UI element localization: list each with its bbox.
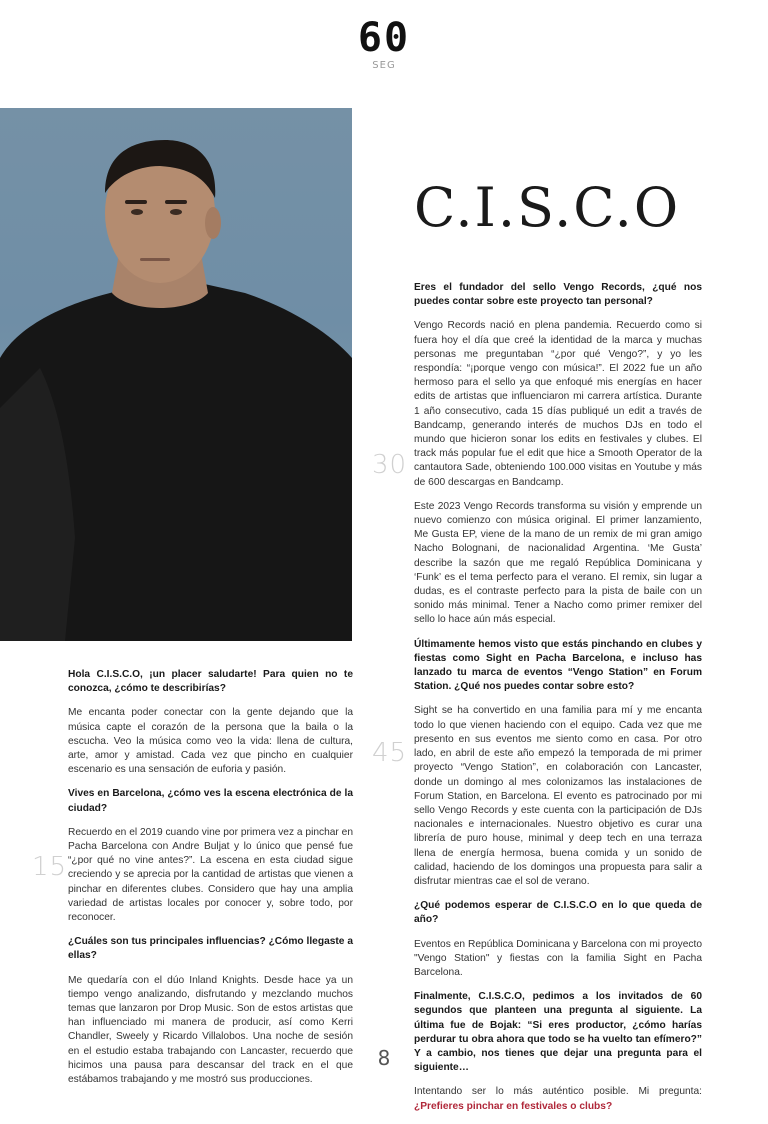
answer-paragraph: Eventos en República Dominicana y Barcelona con mi proyecto "Vengo Station" y fiestas con la familia Sight en Pacha Barcelona.	[414, 938, 702, 978]
answer-paragraph: Me quedaría con el dúo Inland Knights. Desde hace ya un tiempo vengo analizando, disfrutando y mezclando muchos temas que lanzaron por Drop Music. Son de estos artistas que han influenciado mi manera de producir, así como Kerri Chandler, Sweely y Ricardo Villalobos. Una noche de sesión en el estudio estaba trabajando con Lancaster, recuerdo que hicimos una pausa para descansar del track en el que estábamos trabajando y me mostró sus producciones.	[68, 974, 353, 1086]
logo-number: 60	[357, 15, 411, 61]
page-number: 8	[377, 1046, 391, 1070]
question-label: ¿Cuáles son tus principales influencias? ¿Cómo llegaste a ellas?	[68, 936, 353, 962]
answer-paragraph: Vengo Records nació en plena pandemia. Recuerdo como si fuera hoy el día que creé la identidad de la marca y muchas personas me preguntaban “¿por qué Vengo?”, y yo les respondía: “¡porque vengo con música!”. El 2022 fue un año hermoso para el sello ya que enfoqué mis energías en hacer edits de artistas que influenciaron mi carrera artística. Durante 1 año consecutivo, cada 15 días publiqué un edit a través de Bandcamp, generando interés de muchos DJs en todo el mundo que hicieron sonar los edits en festivales y clubes. El track más popular fue el edit que hice a Smooth Operator de la cantautora Sade, obteniendo 100.000 visitas en Youtube y más de 600 descargas en Bandcamp.	[414, 320, 702, 488]
answer-paragraph: Recuerdo en el 2019 cuando vine por primera vez a pinchar en Pacha Barcelona con Andre Buljat y lo único que pensé fue “¿por qué no vine antes?”. La escena en esta ciudad sigue creciendo y se aprecia por la cantidad de artistas que vienen a pinchar en diferentes clubes. Considero que hay una amplia variedad de artistas locales por conocer y, sobre todo, por reconocer.	[68, 826, 353, 924]
question-label: ¿Qué podemos esperar de C.I.S.C.O en lo que queda de año?	[414, 900, 702, 926]
highlighted-question: ¿Prefieres pinchar en festivales o clubs?	[414, 1100, 613, 1112]
logo-subtitle: SEG	[372, 60, 396, 71]
answer-text: Intentando ser lo más auténtico posible. Mi pregunta:	[414, 1086, 702, 1098]
question-label: Vives en Barcelona, ¿cómo ves la escena electrónica de la ciudad?	[68, 788, 353, 814]
question-label: Eres el fundador del sello Vengo Records, ¿qué nos puedes contar sobre este proyecto tan personal?	[414, 282, 702, 308]
magazine-logo	[0, 15, 768, 71]
right-column	[414, 281, 702, 1124]
artist-photo	[0, 108, 352, 641]
page-marker-30: 30	[372, 450, 408, 480]
page-marker-15: 15	[32, 852, 68, 882]
answer-paragraph: Me encanta poder conectar con la gente dejando que la música capte el corazón de la persona que la baila o la escucha. Veo la música como veo la vida: llena de cultura, arte, amor y amistad. Cada vez que pincho en cualquier escenario es una sensación de euforia y pasión.	[68, 707, 353, 776]
left-column	[68, 668, 353, 1097]
question-label: Últimamente hemos visto que estás pinchando en clubes y fiestas como Sight en Pacha Barcelona, e incluso has lanzado tu marca de eventos “Vengo Station” en Forum Station. ¿Qué nos puedes contar sobre esto?	[414, 638, 702, 693]
question-label: Finalmente, C.I.S.C.O, pedimos a los invitados de 60 segundos que planteen una pregunta al siguiente. La última fue de Bojak: “Si eres productor, ¿cómo harías perdurar tu obra ahora que todo se ha vuelto tan efímero?” Y a cambio, nos tienes que dejar una pregunta para el siguiente…	[414, 991, 702, 1074]
answer-paragraph: Este 2023 Vengo Records transforma su visión y emprende un nuevo comienzo con música original. El primer lanzamiento, Me Gusta EP, viene de la mano de un remix de mi gran amigo Nacho Bolognani, de nacionalidad Argentina. ‘Me Gusta’ describe la sazón que me regaló República Dominicana y ‘Funk’ es el tema perfecto para el verano. El remix, sin lugar a dudas, es el contraste perfecto para la pista de baile con un sonido más minimal. Tener a Nacho como primer remixer del sello lo hace aún más especial.	[414, 500, 702, 626]
answer-paragraph: Sight se ha convertido en una familia para mí y me encanta todo lo que vienen haciendo con el equipo. Cada vez que me presento en sus eventos me siento como en casa. Por otro lado, en abril de este año empezó la temporada de mi primer proyecto “Vengo Station”, en colaboración con Lancaster, donde un domingo al mes colonizamos las instalaciones de Forum Station, en Barcelona. El evento es patrocinado por mi sello Vengo Records y este cuenta con la participación de DJs nacionales e internacionales. Nuestro objetivo es curar una librería de puro house, minimal y deep tech en una terraza llena de energía hermosa, buena comida y un sonido de calidad, haciendo de los domingos una propuesta para salir a disfrutar mientras cae el sol de verano.	[414, 705, 702, 887]
question-label: Hola C.I.S.C.O, ¡un placer saludarte! Para quien no te conozca, ¿cómo te describirías?	[68, 669, 353, 695]
answer-paragraph	[414, 1085, 702, 1113]
page-marker-45: 45	[372, 738, 408, 768]
article-title: C.I.S.C.O	[414, 176, 681, 239]
